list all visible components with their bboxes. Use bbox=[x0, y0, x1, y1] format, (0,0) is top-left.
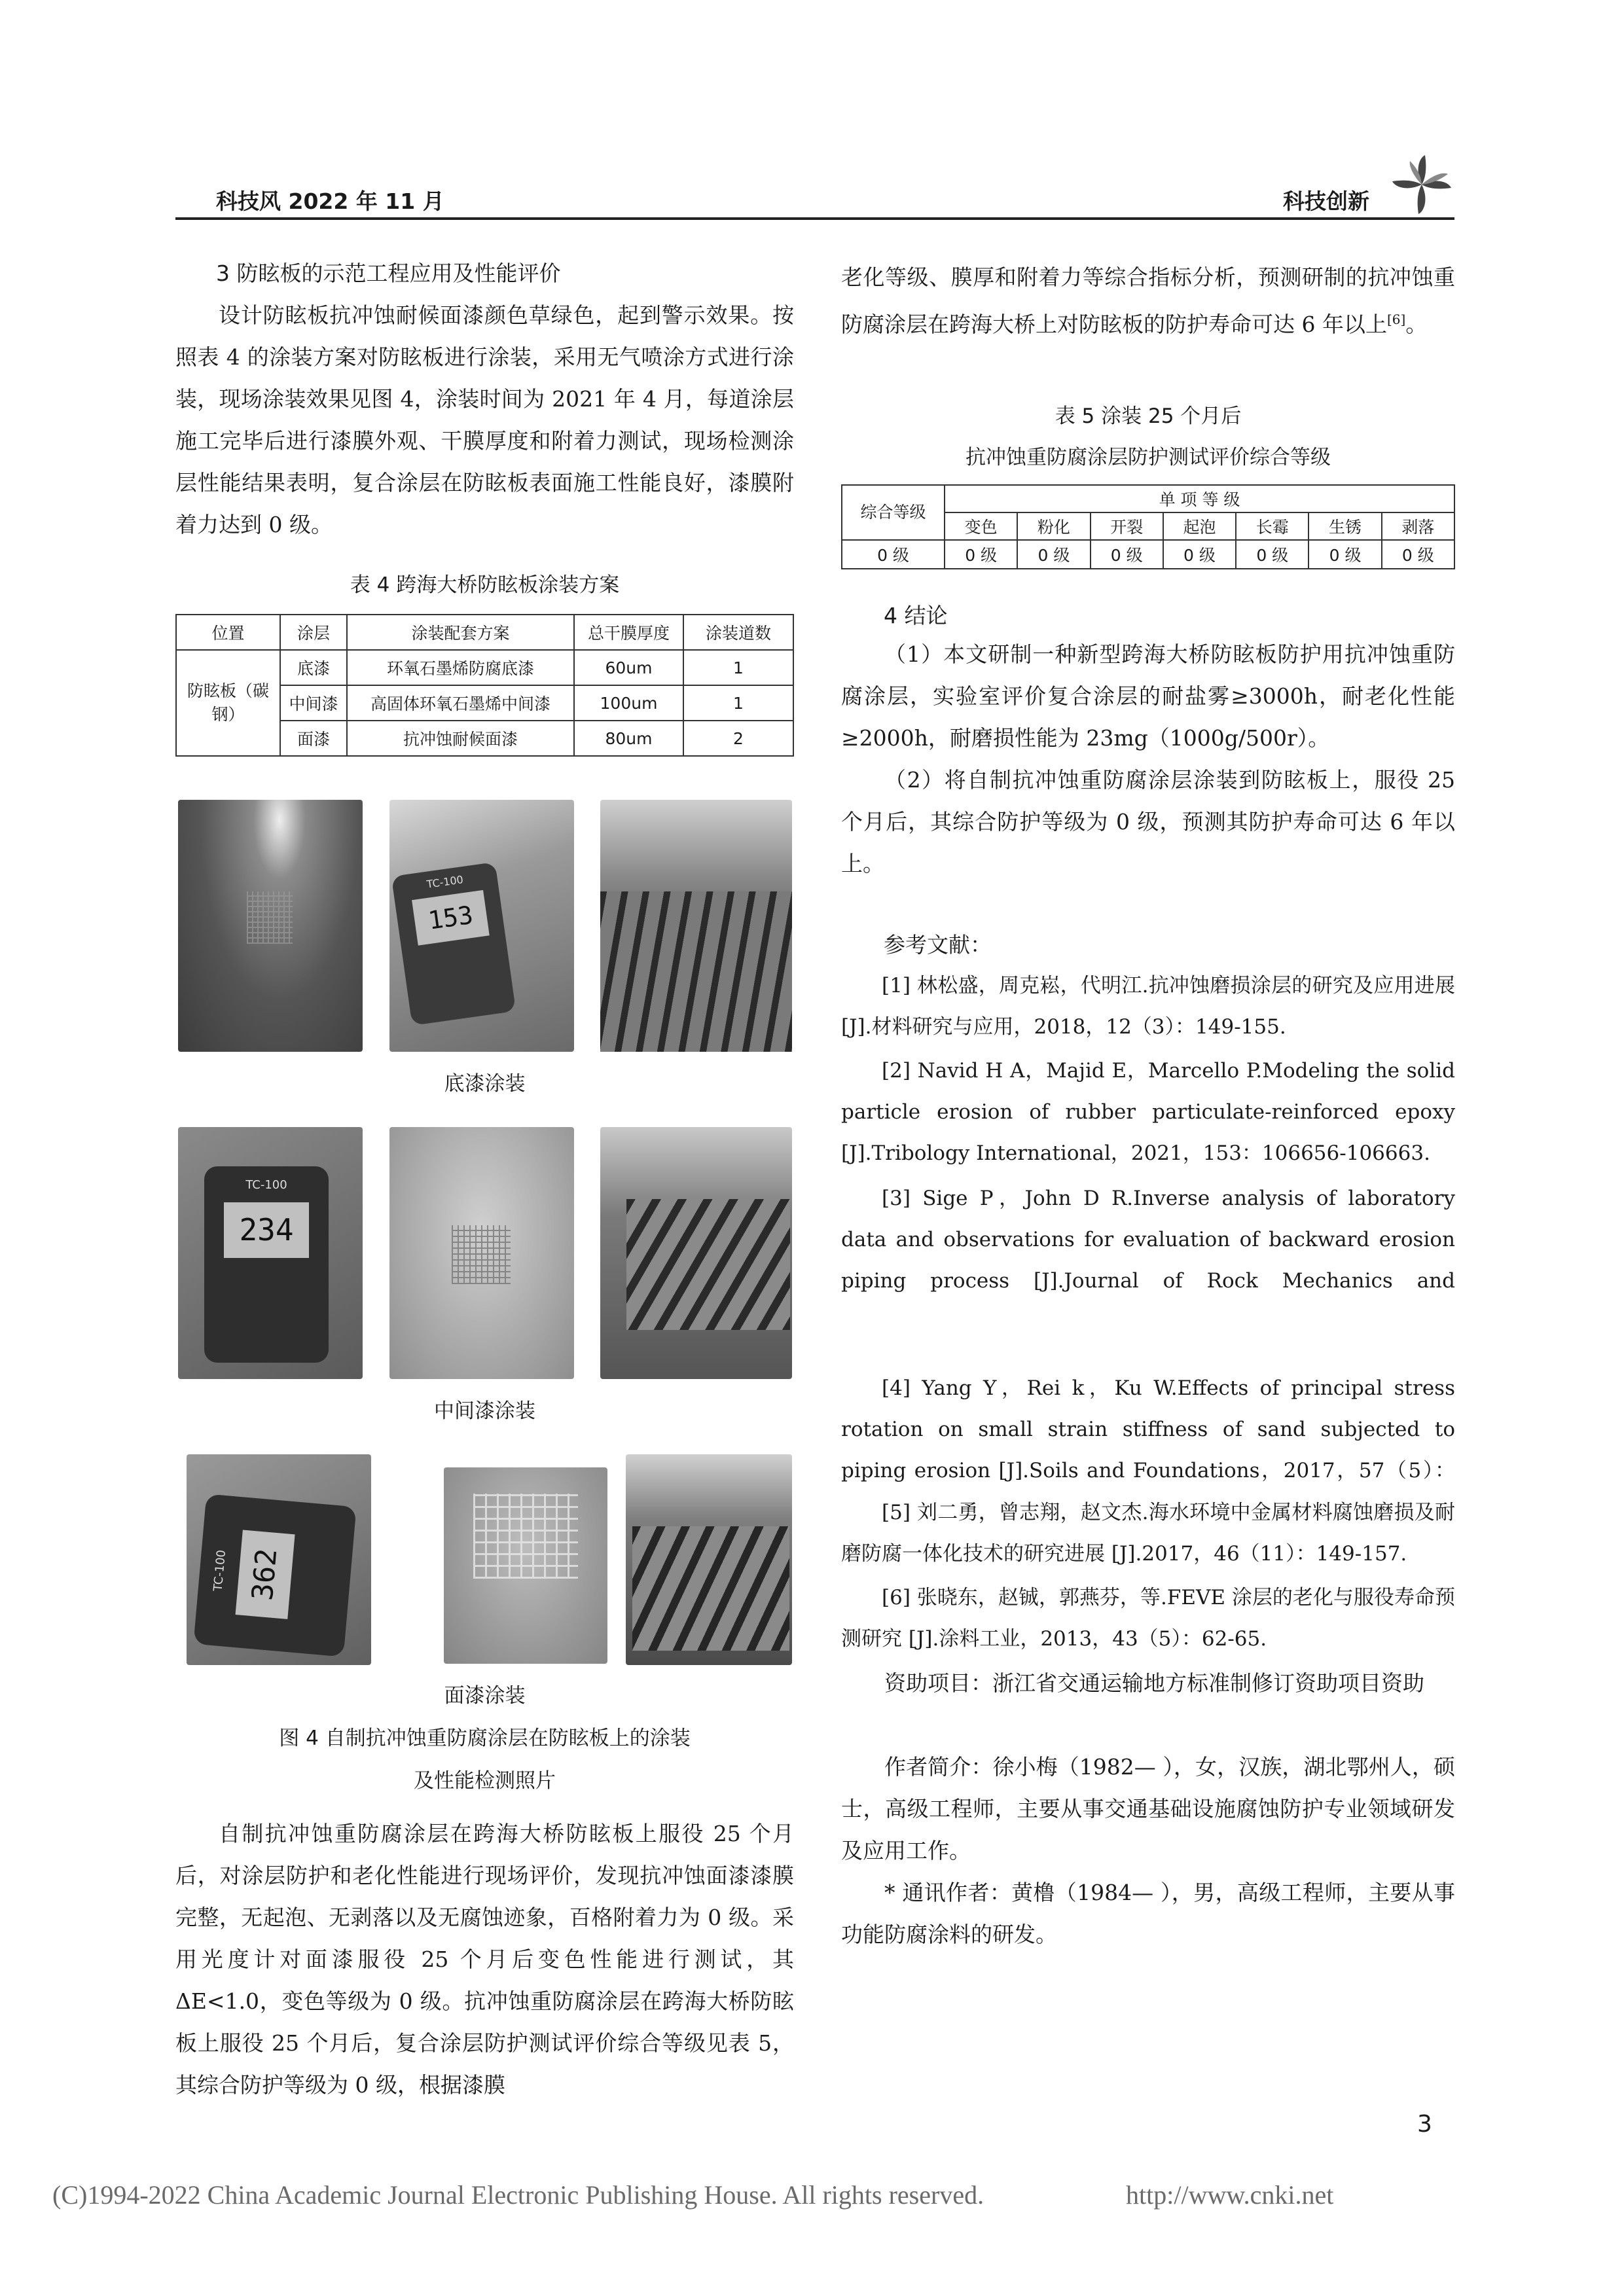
section-4-heading: 4 结论 bbox=[884, 603, 948, 628]
table-4-header-cell: 总干膜厚度 bbox=[574, 615, 683, 650]
table-5-subheader: 开裂 bbox=[1091, 512, 1163, 540]
gauge-reading: 234 bbox=[224, 1202, 309, 1258]
table-5-header-overall: 综合等级 bbox=[842, 485, 945, 540]
author-bio: 作者简介：徐小梅（1982— ），女，汉族，湖北鄂州人，硕士，高级工程师，主要从事交通基础设施腐蚀防护专业领域研发及应用工作。 bbox=[841, 1754, 1455, 1863]
references-heading: 参考文献： bbox=[884, 932, 992, 958]
conclusion-2: （2）将自制抗冲蚀重防腐涂层涂装到防眩板上，服役 25 个月后，其综合防护等级为 0 级，预测其防护寿命可达 6 年以上。 bbox=[841, 767, 1455, 876]
crosscut-grid bbox=[473, 1494, 578, 1579]
table-5-cell: 0 级 bbox=[1163, 540, 1236, 569]
table-4-cell: 80um bbox=[574, 721, 683, 756]
thickness-gauge bbox=[193, 1494, 356, 1657]
table-4-cell: 抗冲蚀耐候面漆 bbox=[347, 721, 574, 756]
table-5-subheader: 起泡 bbox=[1163, 512, 1236, 540]
corresponding-author: * 通讯作者：黄橹（1984— ），男，高级工程师，主要从事功能防腐涂料的研发。 bbox=[841, 1880, 1455, 1947]
table-4-cell: 100um bbox=[574, 685, 683, 721]
copyright-footer: (C)1994-2022 China Academic Journal Electronic Publishing House. All rights reserved. bbox=[52, 2180, 984, 2210]
primer-crosscut-photo bbox=[178, 800, 363, 1052]
gauge-reading: 362 bbox=[236, 1530, 295, 1619]
gauge-model-label: TC-100 bbox=[245, 1178, 287, 1192]
table-4-position-cell: 防眩板（碳钢） bbox=[176, 650, 280, 756]
figure-4-caption: 图 4 自制抗冲蚀重防腐涂层在防眩板上的涂装 bbox=[279, 1727, 691, 1750]
glare-panels bbox=[600, 891, 792, 1052]
table-4-cell: 60um bbox=[574, 650, 683, 685]
thickness-gauge bbox=[391, 862, 516, 1026]
table-5-cell: 0 级 bbox=[1382, 540, 1454, 569]
funding-note: 资助项目：浙江省交通运输地方标准制修订资助项目资助 bbox=[884, 1670, 1424, 1696]
figure-caption-intermediate: 中间漆涂装 bbox=[434, 1399, 535, 1423]
table-4-cell: 1 bbox=[683, 650, 793, 685]
intermediate-site-photo bbox=[600, 1127, 792, 1379]
table-5-header-group: 单 项 等 级 bbox=[945, 485, 1454, 512]
topcoat-site-photo bbox=[626, 1454, 792, 1665]
table-4-header-cell: 涂装道数 bbox=[683, 615, 793, 650]
table-5-subheader: 长霉 bbox=[1236, 512, 1308, 540]
table-5-subheader: 生锈 bbox=[1308, 512, 1381, 540]
thickness-gauge bbox=[204, 1166, 329, 1363]
reference-item: [2] Navid H A，Majid E，Marcello P.Modeling the solid particle erosion of rubber particulate-reinforced epoxy [J].Tribology International，2021，153：106656-106663. bbox=[841, 1059, 1455, 1165]
table-5-cell: 0 级 bbox=[945, 540, 1017, 569]
reference-item: [3] Sige P，John D R.Inverse analysis of laboratory data and observations for evaluation of backward erosion piping process [J].Journal of Rock Mechanics and bbox=[841, 1187, 1455, 1293]
reference-item: [4] Yang Y，Rei k，Ku W.Effects of principal stress rotation on small strain stiffness of sand subjected to piping erosion [J].Soils and Foundations，2017，57（5）： bbox=[841, 1376, 1455, 1482]
table-4-cell: 中间漆 bbox=[280, 685, 347, 721]
conclusion-1: （1）本文研制一种新型跨海大桥防眩板防护用抗冲蚀重防腐涂层，实验室评价复合涂层的耐盐雾≥3000h，耐老化性能≥2000h，耐磨损性能为 23mg（1000g/500r）。 bbox=[841, 641, 1455, 751]
gauge-model-label: TC-100 bbox=[425, 873, 464, 891]
continued-paragraph-end: 。 bbox=[1405, 312, 1428, 337]
topcoat-crosscut-photo bbox=[444, 1467, 607, 1664]
table-5-subheader: 剥落 bbox=[1382, 512, 1454, 540]
table-4-cell: 1 bbox=[683, 685, 793, 721]
table-5-subtitle: 抗冲蚀重防腐涂层防护测试评价综合等级 bbox=[965, 446, 1331, 469]
table-5 bbox=[841, 484, 1455, 569]
reference-item: [5] 刘二勇，曾志翔，赵文杰.海水环境中金属材料腐蚀磨损及耐磨防腐一体化技术的研究进展 [J].2017，46（11）：149-157. bbox=[841, 1501, 1455, 1566]
table-5-subheader: 变色 bbox=[945, 512, 1017, 540]
figure-4-caption-line2: 及性能检测照片 bbox=[414, 1769, 556, 1793]
table-5-cell: 0 级 bbox=[1091, 540, 1163, 569]
glare-panels bbox=[626, 1199, 790, 1330]
table-5-title: 表 5 涂装 25 个月后 bbox=[1055, 404, 1242, 428]
page-number: 3 bbox=[1417, 2111, 1432, 2138]
running-header-left: 科技风 2022 年 11 月 bbox=[216, 188, 444, 214]
table-4-cell: 高固体环氧石墨烯中间漆 bbox=[347, 685, 574, 721]
running-header-right: 科技创新 bbox=[1283, 188, 1369, 214]
continued-paragraph-text: 老化等级、膜厚和附着力等综合指标分析，预测研制的抗冲蚀重防腐涂层在跨海大桥上对防眩板的防护寿命可达 6 年以上 bbox=[841, 264, 1455, 337]
intermediate-crosscut-photo bbox=[389, 1127, 574, 1379]
intermediate-thickness-photo bbox=[178, 1127, 363, 1379]
figure-caption-topcoat: 面漆涂装 bbox=[444, 1684, 526, 1708]
table-4-header-cell: 涂装配套方案 bbox=[347, 615, 574, 650]
gauge-model-label: TC-100 bbox=[211, 1549, 229, 1592]
evaluation-paragraph: 自制抗冲蚀重防腐涂层在跨海大桥防眩板上服役 25 个月后，对涂层防护和老化性能进行现场评价，发现抗冲蚀面漆漆膜完整，无起泡、无剥落以及无腐蚀迹象，百格附着力为 0 级。采用光度计对面漆服役 25 个月后变色性能进行测试，其 ΔE<1.0，变色等级为 0 级。抗冲蚀重防腐涂层在跨海大桥防眩板上服役 25 个月后，复合涂层防护测试评价综合等级见表 5，其综合防护等级为 0 级，根据漆膜 bbox=[175, 1821, 794, 2098]
figure-caption-primer: 底漆涂装 bbox=[444, 1072, 526, 1096]
cnki-url-link[interactable]: http://www.cnki.net bbox=[1126, 2180, 1334, 2210]
primer-site-photo bbox=[600, 800, 792, 1052]
continued-paragraph bbox=[841, 257, 1455, 384]
section-3-heading: 3 防眩板的示范工程应用及性能评价 bbox=[216, 260, 561, 286]
table-4-cell: 2 bbox=[683, 721, 793, 756]
crosscut-grid bbox=[452, 1225, 511, 1284]
glare-panels bbox=[632, 1526, 789, 1651]
table-5-cell: 0 级 bbox=[1308, 540, 1381, 569]
citation-ref: [6] bbox=[1386, 312, 1406, 327]
table-4-header-cell: 涂层 bbox=[280, 615, 347, 650]
reference-item: [6] 张晓东，赵铖，郭燕芬，等.FEVE 涂层的老化与服役寿命预测研究 [J].涂料工业，2013，43（5）：62-65. bbox=[841, 1586, 1455, 1651]
journal-logo-icon bbox=[1389, 152, 1454, 217]
table-4-header-cell: 位置 bbox=[176, 615, 280, 650]
table-4-title: 表 4 跨海大桥防眩板涂装方案 bbox=[350, 573, 620, 597]
section-3-paragraph: 设计防眩板抗冲蚀耐候面漆颜色草绿色，起到警示效果。按照表 4 的涂装方案对防眩板进行涂装，采用无气喷涂方式进行涂装，现场涂装效果见图 4，涂装时间为 2021 年 4 月，每道涂层施工完毕后进行漆膜外观、干膜厚度和附着力测试，现场检测涂层性能结果表明，复合涂层在防眩板表面施工性能良好，漆膜附着力达到 0 级。 bbox=[175, 302, 794, 537]
gauge-reading: 153 bbox=[412, 890, 490, 946]
table-4 bbox=[175, 614, 794, 757]
header-rule bbox=[175, 217, 1454, 220]
primer-thickness-photo bbox=[389, 800, 574, 1052]
crosscut-grid bbox=[247, 891, 293, 944]
table-5-cell: 0 级 bbox=[1236, 540, 1308, 569]
table-4-cell: 环氧石墨烯防腐底漆 bbox=[347, 650, 574, 685]
table-4-cell: 底漆 bbox=[280, 650, 347, 685]
table-5-cell: 0 级 bbox=[1017, 540, 1090, 569]
table-5-cell: 0 级 bbox=[842, 540, 945, 569]
table-4-cell: 面漆 bbox=[280, 721, 347, 756]
table-5-subheader: 粉化 bbox=[1017, 512, 1090, 540]
reference-item: [1] 林松盛，周克崧，代明江.抗冲蚀磨损涂层的研究及应用进展 [J].材料研究与应用，2018，12（3）：149-155. bbox=[841, 974, 1455, 1039]
topcoat-thickness-photo bbox=[187, 1454, 371, 1665]
